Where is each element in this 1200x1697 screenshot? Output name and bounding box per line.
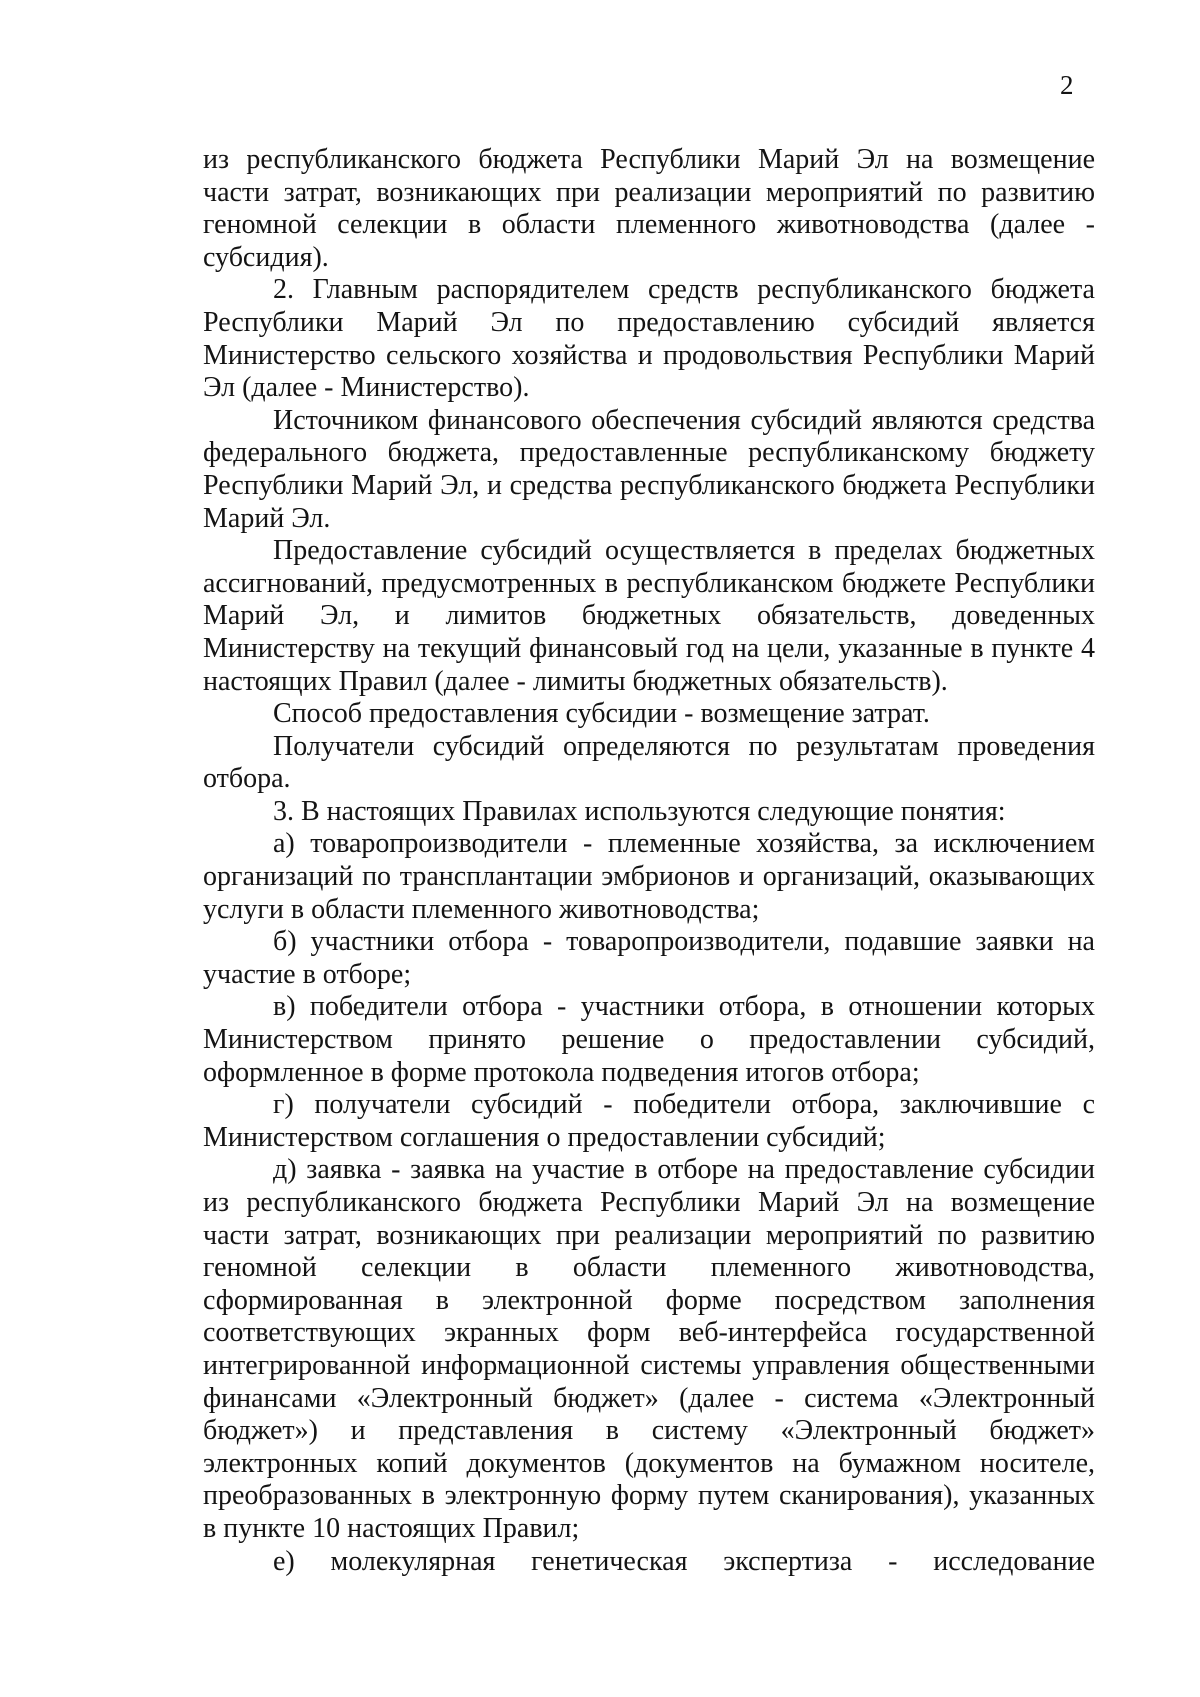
paragraph-method: Способ предоставления субсидии - возмещение затрат. <box>273 698 930 730</box>
paragraph-item-d: д) заявка - заявка на участие в отборе на предоставление субсидии из республиканского бюджета Республики Марий Эл на возмещение части затрат, возникающих при реализации мероприятий по развитию геномной селекции в области племенного животноводства, сформированная в электронной форме посредством заполнения соответствующих экранных форм веб-интерфейса государственной интегрированной информационной системы управления общественными финансами «Электронный бюджет» (далее - система «Электронный бюджет») и представления в систему «Электронный бюджет» электронных копий документов (документов на бумажном носителе, преобразованных в электронную форму путем сканирования), указанных в пункте 10 настоящих Правил; <box>203 1154 1095 1544</box>
paragraph-budget-limits: Предоставление субсидий осуществляется в пределах бюджетных ассигнований, предусмотренных в республиканском бюджете Республики Марий Эл, и лимитов бюджетных обязательств, доведенных Министерству на текущий финансовый год на цели, указанные в пункте 4 настоящих Правил (далее - лимиты бюджетных обязательств). <box>203 535 1095 697</box>
document-body <box>203 144 1095 1578</box>
paragraph-item-a: а) товаропроизводители - племенные хозяйства, за исключением организаций по трансплантации эмбрионов и организаций, оказывающих услуги в области племенного животноводства; <box>203 828 1095 925</box>
paragraph-funding-source: Источником финансового обеспечения субсидий являются средства федерального бюджета, предоставленные республиканскому бюджету Республики Марий Эл, и средства республиканского бюджета Республики Марий Эл. <box>203 404 1095 534</box>
paragraph-item-b: б) участники отбора - товаропроизводители, подавшие заявки на участие в отборе; <box>203 926 1095 990</box>
paragraph-recipients: Получатели субсидий определяются по результатам проведения отбора. <box>203 730 1095 795</box>
paragraph-item-e: е) молекулярная генетическая экспертиза - исследование <box>273 1545 1095 1577</box>
paragraph-continuation: из республиканского бюджета Республики Марий Эл на возмещение части затрат, возникающих при реализации мероприятий по развитию геномной селекции в области племенного животноводства (далее - субсидия). <box>203 144 1095 273</box>
paragraph-item-v: в) победители отбора - участники отбора, в отношении которых Министерством принято решение о предоставлении субсидий, оформленное в форме протокола подведения итогов отбора; <box>203 991 1095 1088</box>
paragraph-item-g: г) получатели субсидий - победители отбора, заключившие с Министерством соглашения о предоставлении субсидий; <box>203 1089 1095 1153</box>
paragraph-clause-3: 3. В настоящих Правилах используются следующие понятия: <box>273 795 1006 827</box>
paragraph-clause-2: 2. Главным распорядителем средств республиканского бюджета Республики Марий Эл по предоставлению субсидий является Министерство сельского хозяйства и продовольствия Республики Марий Эл (далее - Министерство). <box>203 274 1095 404</box>
page-number: 2 <box>1060 70 1074 100</box>
